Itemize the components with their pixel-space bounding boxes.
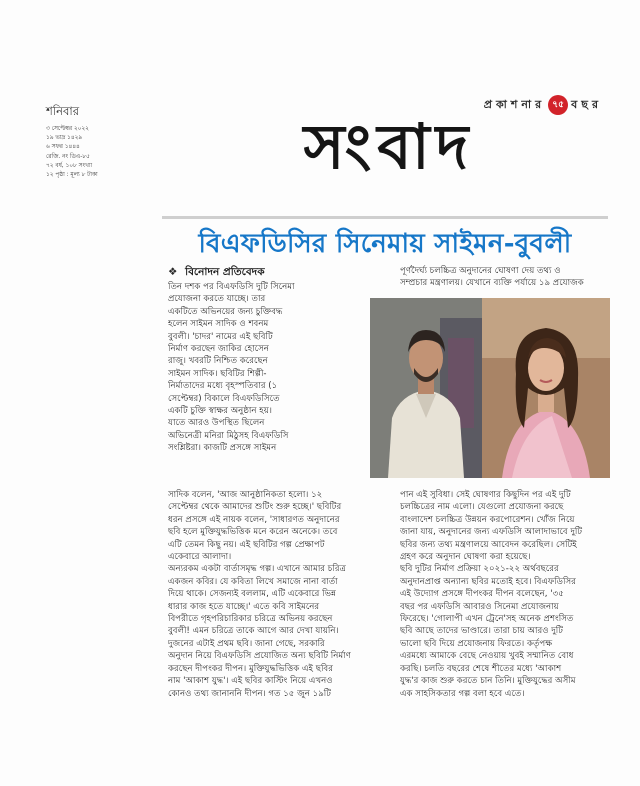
text-line: নির্মাণ করছেন জাকির হোসেন: [168, 344, 269, 355]
text-line: সেপ্টেম্বর থেকে আমাদের শুটিং শুরু হচ্ছে।' ছবিটির: [168, 502, 342, 513]
text-line: এই উদ্যোগ প্রসঙ্গে দীপংকর দীপন বলেছেন, '৩৫: [400, 589, 564, 600]
text-line: রাজু। খবরটি নিশ্চিত করেছেন: [168, 356, 268, 367]
text-line: চলচ্চিত্রের নাম এলো। যেগুলো প্রযোজনা করছে: [400, 502, 564, 513]
text-line: পূর্ণদৈর্ঘ্য চলচ্চিত্র অনুদানের ঘোষণা দেয় তথ্য ও: [400, 266, 561, 276]
byline-text: বিনোদন প্রতিবেদক: [185, 266, 265, 278]
date-line: ৩ সেপ্টেম্বর ২০২২: [46, 126, 89, 132]
text-line: দিয়ে থাকে। সেজন্যই বললাম, এটি একেবারে ভিন্ন: [168, 589, 336, 600]
text-line: একটি চুক্তি স্বাক্ষর অনুষ্ঠান হয়।: [168, 406, 272, 417]
text-line: ফিরেছে। 'গোলাপী এখন ট্রেনে'সহ অনেক প্রশংসিত: [400, 614, 574, 625]
text-line: কোনও তথ্য জানাননি দীপন। গত ১৫ জুন ১৯টি: [168, 688, 331, 699]
headline-box: [162, 216, 608, 263]
text-line: যাতে আরও উপস্থিত ছিলেন: [168, 418, 265, 429]
text-line: সম্প্রচার মন্ত্রণালয়। যেখানে ব্যক্তি পর্যায়ে ১৯ প্রযোজক: [400, 278, 584, 289]
diamond-icon: ❖: [168, 266, 178, 278]
text-line: বুবলী। 'চাদর' নামের এই ছবিটি: [168, 331, 273, 342]
text-line: করছেন দীপংকর দীপন। মুক্তিযুদ্ধভিত্তিক এই ছবির: [168, 663, 333, 674]
byline: [168, 265, 265, 282]
date-line: ১২ পৃষ্ঠা : মূল্য ৮ টাকা: [46, 172, 98, 179]
text-line: অনুদানপ্রাপ্ত অন্যান্য ছবির মতোই হবে। বিএফডিসির: [400, 576, 576, 587]
tagline-prefix: প্রকাশনার: [483, 97, 546, 111]
date-line: ৬ সফর ১৪৪৪: [46, 144, 80, 151]
article-headline: বিএফডিসির সিনেমায় সাইমন-বুবলী: [198, 229, 572, 259]
article-column-right-top: [400, 265, 608, 290]
text-line: সাইমন সাদিক। ছবিটির শিল্পী-: [168, 368, 267, 379]
article-column-left-bottom: [168, 489, 390, 700]
date-line: ১৯ ভাদ্র ১৪২৯: [46, 135, 83, 142]
text-line: বিপরীতে গৃহপরিচারিকার চরিত্রে অভিনয় করছেন: [168, 614, 333, 625]
text-line: করছি। চলতি বছরের শেষে শীতের মধ্যে 'আকাশ: [400, 663, 562, 674]
text-line: অভিনেত্রী মনিরা মিঠুসহ বিএফডিসি: [168, 430, 289, 441]
actor-photo: [370, 298, 482, 478]
text-line: ছবি দুটির নির্মাণ প্রক্রিয়া ২০২১-২২ অর্থবছরের: [400, 564, 559, 575]
text-line: তিন দশক পর বিএফডিসি দুটি সিনেমা: [168, 282, 295, 292]
text-line: গ্রহণ করে অনুদান ঘোষণা করা হয়েছে।: [400, 552, 531, 563]
text-line: পান এই সুবিধা। সেই ঘোষণার কিছুদিন পর এই দুটি: [400, 490, 571, 500]
text-line: ছবি হলে মুক্তিযুদ্ধভিত্তিক মনে করেন অনেকে। তবে: [168, 527, 338, 538]
actress-portrait-icon: [482, 298, 610, 478]
anniversary-badge: ৭৫: [548, 95, 568, 115]
text-line: একেবারে আলাদা।: [168, 552, 232, 563]
actor-portrait-icon: [370, 298, 482, 478]
text-line: জানা যায়, অনুদানের জন্য এফডিসি আলাদাভাবে দুটি: [400, 527, 583, 538]
text-line: নাম 'আকাশ যুদ্ধ'। এই ছবির কাস্টিং নিয়ে এখনও: [168, 676, 333, 687]
text-line: সংশ্লিষ্টরা। কাজটি প্রসঙ্গে সাইমন: [168, 443, 277, 454]
actress-photo: [482, 298, 610, 478]
text-line: এরমধ্যে আমাকে বেছে নেওয়ায় খুবই সম্মানিত বোধ: [400, 651, 574, 662]
newspaper-logo: [176, 107, 602, 187]
text-line: ছবি আছে তাদের ভাণ্ডারে। তারা চায় আরও দুটি: [400, 626, 563, 637]
text-line: অন্যরকম একটা বার্তাসমৃদ্ধ গল্প। এখানে আমার চরিত্র: [168, 564, 346, 575]
text-line: ধারার কাজ হতে যাচ্ছে।' এতে কবি সাইমনের: [168, 601, 320, 612]
text-line: ছবির জন্য তথ্য মন্ত্রণালয়ে আবেদন করেছিল। সেটিই: [400, 539, 577, 550]
text-line: হলেন সাইমন সাদিক ও শবনম: [168, 319, 269, 330]
text-line: ধরন প্রসঙ্গে এই নায়ক বলেন, 'সাধারণত অনুদানের: [168, 514, 340, 525]
date-line: রেজি. নং ডিএ-৮৫: [46, 153, 90, 160]
text-line: বছর পর এফডিসি আবারও সিনেমা প্রযোজনায়: [400, 601, 559, 612]
text-line: একজন কবির। যে কবিতা লিখে সমাজে নানা বার্তা: [168, 576, 338, 587]
text-line: বাংলাদেশ চলচ্চিত্র উন্নয়ন করপোরেশন। খোঁজ নিয়ে: [400, 514, 575, 525]
tagline-suffix: বছর: [571, 97, 602, 111]
weekday: শনিবার: [46, 104, 80, 118]
article-column-right-bottom: [400, 489, 612, 700]
text-line: দুজনের এটাই প্রথম ছবি। জানা গেছে, সরকারি: [168, 638, 325, 649]
text-line: এক সাহসিকতার গল্প বলা হবে এতে।: [400, 688, 525, 699]
text-line: একটিতে অভিনয়ের জন্য চুক্তিবদ্ধ: [168, 306, 283, 317]
text-line: বুবলী! এমন চরিত্রে তাকে আগে আর দেখা যায়নি।: [168, 626, 339, 637]
logo-wordmark: সংবাদ: [303, 110, 475, 183]
text-line: সেপ্টেম্বর) বিকালে বিএফডিসিতে: [168, 393, 280, 404]
text-line: প্রযোজনা করতে যাচ্ছে। তার: [168, 294, 266, 305]
date-line: ৭২ বর্ষ, ১০৮ সংখ্যা: [46, 162, 93, 169]
text-line: নির্মাতাদের মধ্যে বৃহস্পতিবার (১: [168, 381, 278, 392]
text-line: ভালো ছবি দিয়ে প্রযোজনায় ফিরতে। কর্তৃপক্ষ: [400, 638, 553, 649]
text-line: এটি তেমন কিছু নয়। এই ছবিটির গল্প প্রেক্ষাপট: [168, 539, 325, 550]
date-line-list: [46, 125, 156, 180]
text-line: সাদিক বলেন, 'আজ আনুষ্ঠানিকতা হলো। ১২: [168, 490, 323, 500]
article-column-left-top: [168, 281, 366, 455]
dateline: [46, 103, 156, 180]
text-line: অনুদান নিয়ে বিএফডিসি প্রযোজিত অন্য ছবিটি নির্মাণ: [168, 651, 351, 662]
text-line: যুদ্ধ'র কাজ শুরু করতে চান তিনি। মুক্তিযুদ্ধের অসীম: [400, 676, 576, 687]
